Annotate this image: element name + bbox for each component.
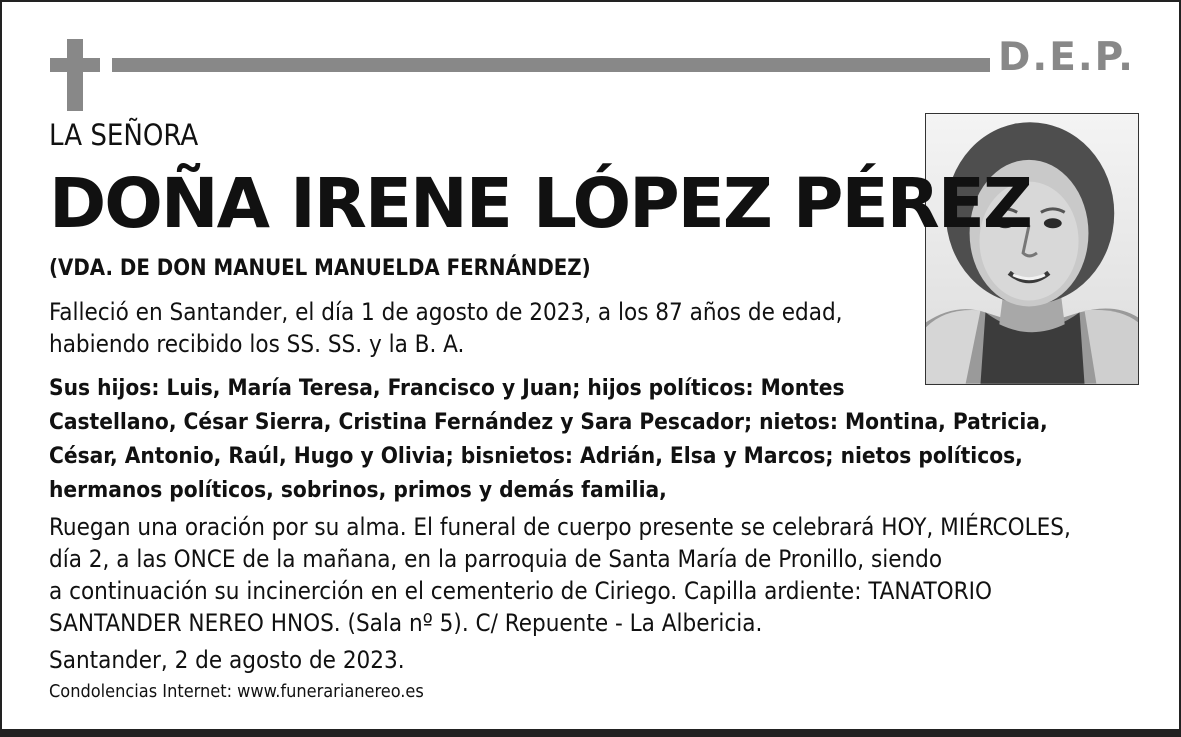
family-list [49,371,1048,507]
funeral-line: día 2, a las ONCE de la mañana, en la parroquia de Santa María de Pronillo, siendo [49,545,943,573]
death-details [49,296,843,360]
deceased-name: DOÑA IRENE LÓPEZ PÉREZ [49,164,1031,244]
dep-label: D.E.P. [998,35,1135,80]
place-date: Santander, 2 de agosto de 2023. [49,646,405,674]
header-rule [112,58,990,72]
widow-of: (VDA. DE DON MANUEL MANUELDA FERNÁNDEZ) [49,256,591,281]
death-line: Falleció en Santander, el día 1 de agosto de 2023, a los 87 años de edad, [49,298,843,326]
family-line: Castellano, César Sierra, Cristina Fernández y Sara Pescador; nietos: Montina, Patricia, [49,409,1048,435]
family-line: César, Antonio, Raúl, Hugo y Olivia; bisnietos: Adrián, Elsa y Marcos; nietos políticos, [49,443,1023,469]
funeral-line: a continuación su incinerción en el cementerio de Ciriego. Capilla ardiente: TANATORIO [49,577,992,605]
cross-icon [50,39,100,111]
portrait-photo [925,113,1139,385]
funeral-line: Ruegan una oración por su alma. El funeral de cuerpo presente se celebrará HOY, MIÉRCOLES, [49,513,1071,541]
honorific: LA SEÑORA [49,118,199,152]
death-line: habiendo recibido los SS. SS. y la B. A. [49,330,465,358]
condolences-link[interactable]: Condolencias Internet: www.funerarianereo.es [49,681,424,702]
funeral-line: SANTANDER NEREO HNOS. (Sala nº 5). C/ Repuente - La Albericia. [49,609,763,637]
funeral-details [49,511,1071,639]
family-line: hermanos políticos, sobrinos, primos y demás familia, [49,477,667,503]
family-line: Sus hijos: Luis, María Teresa, Francisco y Juan; hijos políticos: Montes [49,375,845,401]
